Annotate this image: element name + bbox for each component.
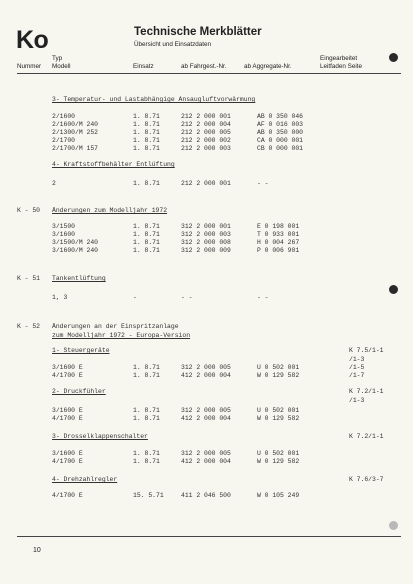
punch-hole-top (389, 53, 398, 62)
einsatz-cell: 1. 8.71 (133, 372, 160, 379)
fahrgestell-cell: 312 2 000 009 (181, 247, 231, 254)
leitfaden-ref: K 7.5/1-1 (349, 347, 384, 354)
leitfaden-ref: /1-5 (349, 364, 365, 371)
leitfaden-ref: K 7.2/1-1 (349, 388, 384, 395)
einsatz-cell: 1. 8.71 (133, 450, 160, 457)
model-cell: 3/1600 E (52, 450, 83, 457)
model-cell: 3/1500 (52, 223, 76, 230)
model-cell: 3/1600 E (52, 364, 83, 371)
model-cell: 3/1600 E (52, 407, 83, 414)
aggregate-cell: W 0 129 582 (257, 458, 300, 465)
aggregate-cell: AB 0 350 046 (257, 113, 304, 120)
einsatz-cell: 1. 8.71 (133, 180, 160, 187)
section-heading: Änderungen an der Einspritzanlage (52, 323, 179, 330)
fahrgestell-cell: 412 2 000 004 (181, 458, 231, 465)
fahrgestell-cell: 312 2 000 005 (181, 407, 231, 414)
fahrgestell-cell: 212 2 000 001 (181, 113, 231, 120)
punch-hole-bottom (389, 521, 398, 530)
section-heading: Tankentlüftung (52, 275, 106, 282)
section-heading: 3- Drosselklappenschalter (52, 433, 148, 440)
einsatz-cell: 1. 8.71 (133, 415, 160, 422)
aggregate-cell: CB 0 000 001 (257, 145, 304, 152)
model-cell: 2/1700 (52, 137, 76, 144)
section-heading: zum Modelljahr 1972 - Europa-Version (52, 332, 191, 339)
aggregate-cell: W 0 129 582 (257, 372, 300, 379)
item-number: K - 52 (17, 323, 41, 330)
model-cell: 2/1600 (52, 113, 76, 120)
fahrgestell-cell: 312 2 000 005 (181, 450, 231, 457)
leitfaden-ref: K 7.6/3-7 (349, 476, 384, 483)
einsatz-cell: - (133, 294, 137, 301)
fahrgestell-cell: 312 2 000 003 (181, 231, 231, 238)
fahrgestell-cell: 212 2 000 004 (181, 121, 231, 128)
aggregate-cell: W 0 105 249 (257, 492, 300, 499)
section-heading: 1- Steuergeräte (52, 347, 110, 354)
einsatz-cell: 1. 8.71 (133, 458, 160, 465)
einsatz-cell: 1. 8.71 (133, 113, 160, 120)
aggregate-cell: AF 0 016 003 (257, 121, 304, 128)
model-cell: 2/1600/M 240 (52, 121, 99, 128)
model-cell: 3/1600 (52, 231, 76, 238)
einsatz-cell: 15. 5.71 (133, 492, 164, 499)
aggregate-cell: H 0 004 267 (257, 239, 300, 246)
section-heading: Änderungen zum Modelljahr 1972 (52, 207, 168, 214)
einsatz-cell: 1. 8.71 (133, 129, 160, 136)
model-cell: 4/1700 E (52, 415, 83, 422)
leitfaden-ref: /1-7 (349, 372, 365, 379)
leitfaden-ref: /1-3 (349, 397, 365, 404)
footer-rule (17, 536, 401, 537)
page-subtitle: Übersicht und Einsatzdaten (134, 41, 212, 48)
fahrgestell-cell: 312 2 000 008 (181, 239, 231, 246)
aggregate-cell: AB 0 350 000 (257, 129, 304, 136)
col-leitfaden-label: Leitfaden Seite (320, 63, 363, 70)
logo-ko: Ko (16, 26, 49, 54)
einsatz-cell: 1. 8.71 (133, 121, 160, 128)
col-einsatz-label: Einsatz (133, 63, 154, 70)
aggregate-cell: CA 0 000 001 (257, 137, 304, 144)
section-heading: 4- Kraftstoffbehälter Entlüftung (52, 161, 175, 168)
model-cell: 2 (52, 180, 56, 187)
item-number: K - 50 (17, 207, 41, 214)
col-modell-label: Modell (52, 63, 71, 70)
header-rule (17, 73, 401, 74)
section-heading: 3- Temperatur- und Lastabhängige Ansaugluftvorwärmung (52, 96, 256, 103)
einsatz-cell: 1. 8.71 (133, 231, 160, 238)
page-title: Technische Merkblätter (134, 26, 262, 38)
model-cell: 2/1300/M 252 (52, 129, 99, 136)
einsatz-cell: 1. 8.71 (133, 407, 160, 414)
aggregate-cell: - - (257, 180, 269, 187)
section-heading: 2- Druckfühler (52, 388, 106, 395)
einsatz-cell: 1. 8.71 (133, 137, 160, 144)
aggregate-cell: E 0 198 001 (257, 223, 300, 230)
fahrgestell-cell: 412 2 000 004 (181, 372, 231, 379)
section-heading: 4- Drehzahlregler (52, 476, 118, 483)
model-cell: 1, 3 (52, 294, 68, 301)
einsatz-cell: 1. 8.71 (133, 239, 160, 246)
fahrgestell-cell: 212 2 000 003 (181, 145, 231, 152)
aggregate-cell: U 0 502 001 (257, 364, 300, 371)
model-cell: 3/1500/M 240 (52, 239, 99, 246)
aggregate-cell: U 0 502 001 (257, 450, 300, 457)
fahrgestell-cell: 312 2 000 001 (181, 223, 231, 230)
col-aggregate-label: ab Aggregate-Nr. (244, 63, 292, 70)
aggregate-cell: W 0 129 582 (257, 415, 300, 422)
fahrgestell-cell: - - (181, 294, 193, 301)
leitfaden-ref: K 7.2/1-1 (349, 433, 384, 440)
fahrgestell-cell: 411 2 046 500 (181, 492, 231, 499)
punch-hole-middle (389, 285, 398, 294)
einsatz-cell: 1. 8.71 (133, 223, 160, 230)
aggregate-cell: U 0 502 001 (257, 407, 300, 414)
col-typ-label: Typ (52, 55, 63, 62)
fahrgestell-cell: 212 2 000 005 (181, 129, 231, 136)
fahrgestell-cell: 212 2 000 001 (181, 180, 231, 187)
model-cell: 4/1700 E (52, 492, 83, 499)
aggregate-cell: P 0 006 901 (257, 247, 300, 254)
model-cell: 4/1700 E (52, 372, 83, 379)
item-number: K - 51 (17, 275, 41, 282)
einsatz-cell: 1. 8.71 (133, 364, 160, 371)
model-cell: 3/1600/M 240 (52, 247, 99, 254)
einsatz-cell: 1. 8.71 (133, 247, 160, 254)
col-eingearbeitet-label: Eingearbeitet (320, 55, 358, 62)
model-cell: 2/1700/M 157 (52, 145, 99, 152)
aggregate-cell: - - (257, 294, 269, 301)
col-fahrgest-label: ab Fahrgest.-Nr. (181, 63, 227, 70)
einsatz-cell: 1. 8.71 (133, 145, 160, 152)
leitfaden-ref: /1-3 (349, 356, 365, 363)
aggregate-cell: T 0 933 001 (257, 231, 300, 238)
fahrgestell-cell: 412 2 000 004 (181, 415, 231, 422)
fahrgestell-cell: 212 2 000 002 (181, 137, 231, 144)
fahrgestell-cell: 312 2 000 005 (181, 364, 231, 371)
page-number: 10 (33, 547, 41, 554)
model-cell: 4/1700 E (52, 458, 83, 465)
col-nummer-label: Nummer (17, 63, 42, 70)
